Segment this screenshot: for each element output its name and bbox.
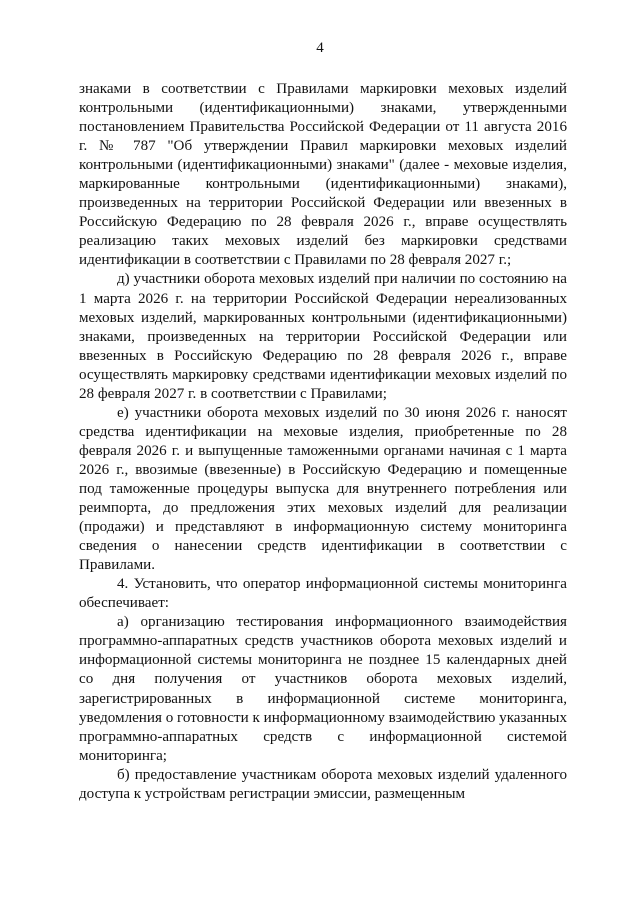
page-number: 4 [316, 40, 324, 56]
paragraph-continuation: знаками в соответствии с Правилами маркировки меховых изделий контрольными (идентификационными) знаками, утвержденными постановлением Правительства Российской Федерации от 11 августа 2016 г. № 787 "Об утверждении Правил маркировки меховых изделий контрольными (идентификационными) знаками" (далее - меховые изделия, маркированные контрольными (идентификационными) знаками), произведенных на территории Российской Федерации или ввезенных в Российскую Федерацию по 28 февраля 2026 г., вправе осуществлять реализацию таких меховых изделий без маркировки средствами идентификации в соответствии с Правилами по 28 февраля 2027 г.; [79, 81, 567, 269]
document-body [79, 80, 567, 804]
paragraph-item-d: д) участники оборота меховых изделий при наличии по состоянию на 1 марта 2026 г. на территории Российской Федерации нереализованных меховых изделий, маркированных контрольными (идентификационными) знаками, произведенных на территории Российской Федерации или ввезенных в Российскую Федерацию по 28 февраля 2026 г., вправе осуществлять маркировку средствами идентификации меховых изделий по 28 февраля 2027 г. в соответствии с Правилами; [79, 271, 567, 402]
paragraph-item-b: б) предоставление участникам оборота меховых изделий удаленного доступа к устройствам регистрации эмиссии, размещенным [79, 766, 567, 802]
paragraph-clause-4: 4. Установить, что оператор информационной системы мониторинга обеспечивает: [79, 576, 567, 612]
paragraph-item-a: а) организацию тестирования информационного взаимодействия программно-аппаратных средств участников оборота меховых изделий и информационной системы мониторинга не позднее 15 календарных дней со дня получения от участников оборота меховых изделий, зарегистрированных в информационной системе мониторинга, уведомления о готовности к информационному взаимодействию указанных программно-аппаратных средств с информационной системой мониторинга; [79, 614, 567, 764]
paragraph-item-e: е) участники оборота меховых изделий по 30 июня 2026 г. наносят средства идентификации на меховые изделия, приобретенные по 28 февраля 2026 г. и выпущенные таможенными органами начиная с 1 марта 2026 г., ввозимые (ввезенные) в Российскую Федерацию и помещенные под таможенные процедуры выпуска для внутреннего потребления или реимпорта, до предложения этих меховых изделий для реализации (продажи) и представляют в информационную систему мониторинга сведения о нанесении средств идентификации в соответствии с Правилами. [79, 404, 567, 574]
